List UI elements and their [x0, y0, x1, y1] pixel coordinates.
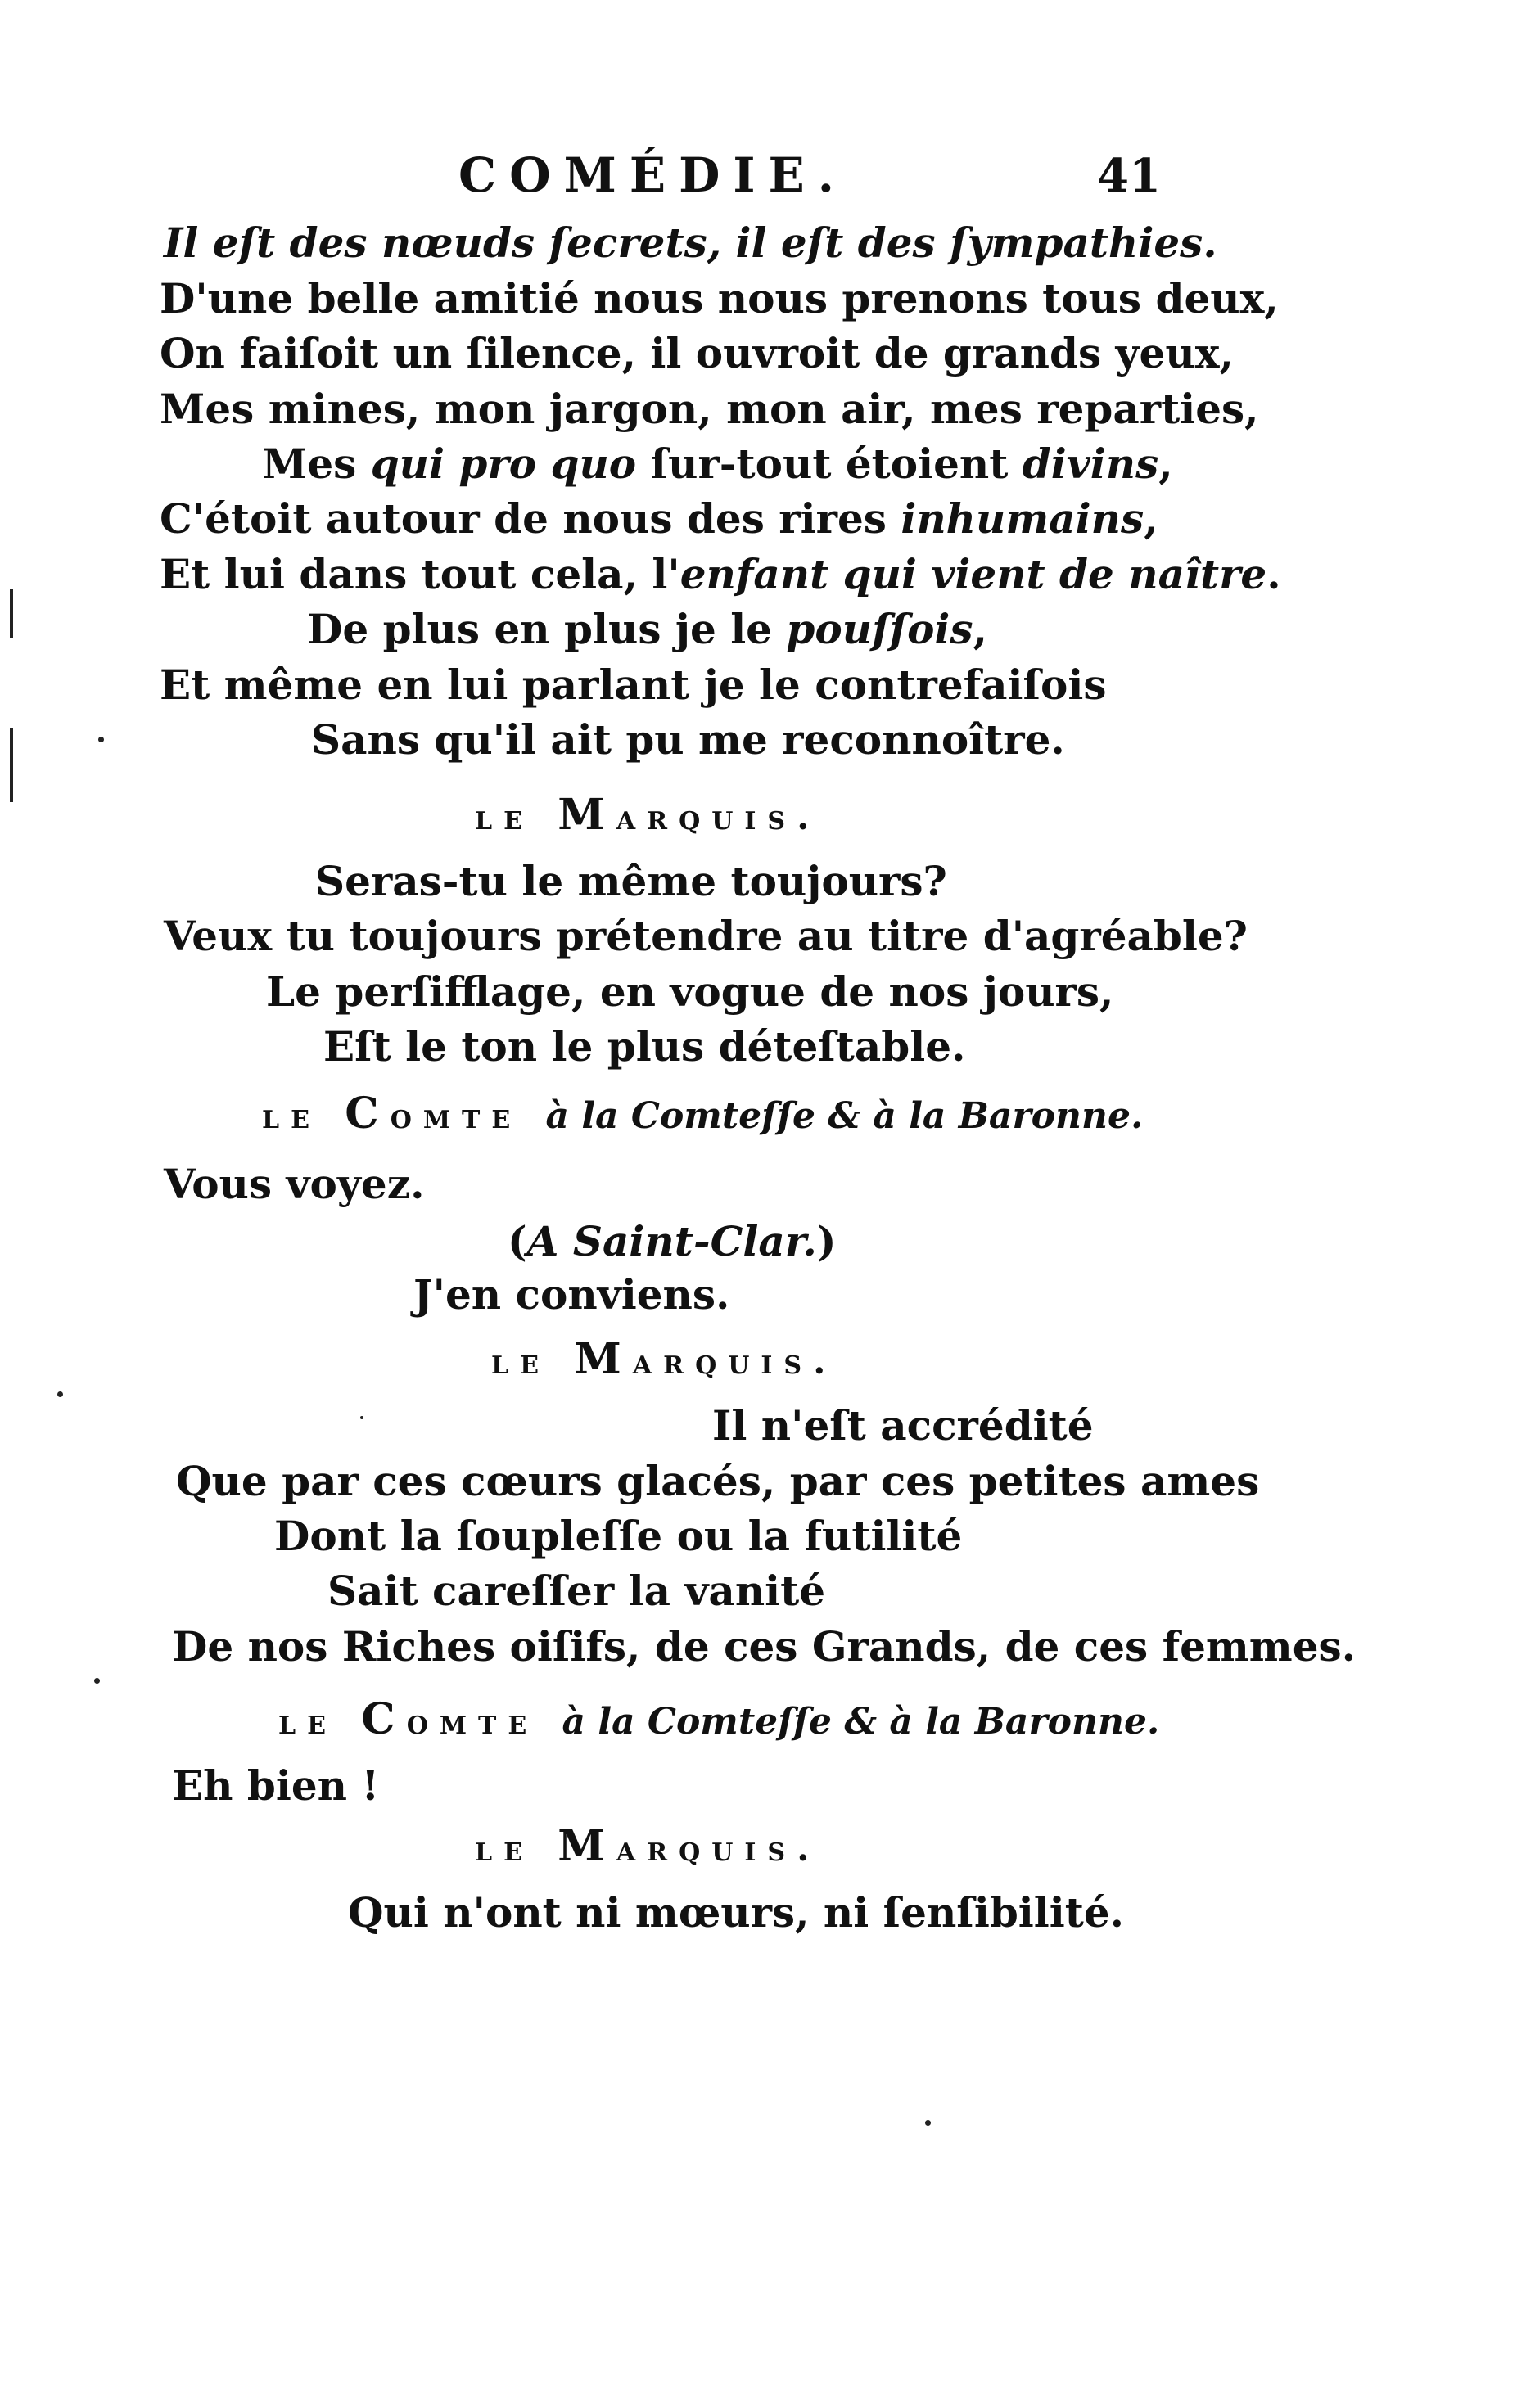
speaker-suffix: .	[797, 796, 821, 838]
line-text: Vous voyez.	[164, 1160, 425, 1208]
line-text: De plus en plus je le	[307, 605, 787, 653]
verse-line	[323, 1021, 965, 1073]
speaker-name: MARQUIS	[558, 1821, 797, 1871]
scan-edge-mark	[10, 728, 13, 802]
line-text: D'une belle amitié nous nous prenons tous deux,	[160, 274, 1279, 322]
stage-direction: à la Comteſſe & à la Baronne.	[545, 1095, 1144, 1137]
line-text: Eh bien !	[172, 1761, 380, 1810]
speaker-article: LE	[475, 807, 534, 836]
verse-line	[160, 493, 1158, 545]
line-text: Et lui dans tout cela, l'	[160, 550, 680, 598]
speaker-name: MARQUIS	[574, 1334, 814, 1384]
speaker-heading	[475, 790, 820, 840]
verse-line	[266, 966, 1113, 1018]
verse-line	[176, 1455, 1259, 1508]
line-text: Et même en lui parlant je le contrefaiſois	[160, 661, 1107, 709]
verse-line	[160, 548, 1281, 601]
verse-line	[508, 1215, 837, 1268]
verse-line	[160, 327, 1234, 380]
page-number: 41	[1097, 149, 1161, 203]
line-text: ,	[1144, 494, 1158, 543]
verse-line	[307, 603, 987, 656]
verse-line	[160, 273, 1279, 325]
italic-text: A Saint-Clar.	[526, 1217, 817, 1265]
italic-text: qui pro quo	[370, 440, 637, 488]
verse-line	[160, 383, 1259, 435]
line-text: Que par ces cœurs glacés, par ces petites ames	[176, 1457, 1260, 1505]
scan-speck	[360, 1416, 363, 1419]
line-text: Mes	[262, 440, 371, 488]
speaker-heading	[278, 1694, 1159, 1744]
italic-text: Il eſt des nœuds ſecrets, il eſt des ſympathies.	[164, 219, 1217, 267]
line-text: Sait careſſer la vanité	[327, 1567, 826, 1615]
speaker-heading	[475, 1821, 820, 1871]
line-text: De nos Riches oiſifs, de ces Grands, de ces femmes.	[172, 1622, 1357, 1671]
verse-line	[172, 1621, 1356, 1673]
verse-line	[712, 1400, 1094, 1452]
speaker-suffix: .	[797, 1828, 821, 1869]
verse-line	[262, 438, 1173, 490]
speaker-article: LE	[262, 1106, 321, 1134]
verse-line	[164, 910, 1248, 963]
verse-line	[348, 1887, 1124, 1939]
line-text: (	[508, 1217, 527, 1265]
speaker-name: MARQUIS	[558, 790, 797, 840]
speaker-article: LE	[491, 1351, 550, 1380]
scan-speck	[94, 1678, 100, 1684]
speaker-name: COMTE	[345, 1089, 522, 1139]
speaker-article: LE	[475, 1838, 534, 1867]
line-text: .	[1266, 550, 1281, 598]
speaker-heading	[262, 1089, 1143, 1139]
verse-line	[311, 714, 1065, 766]
line-text: ſur-tout étoient	[636, 440, 1023, 488]
italic-text: pouſſois	[786, 605, 973, 653]
line-text: Veux tu toujours prétendre au titre d'agréable?	[164, 912, 1248, 960]
verse-line	[172, 1760, 379, 1812]
line-text: C'étoit autour de nous des rires	[160, 494, 901, 543]
line-text: ,	[1158, 440, 1173, 488]
speaker-suffix: .	[813, 1341, 837, 1382]
stage-direction: à la Comteſſe & à la Baronne.	[562, 1701, 1160, 1743]
line-text: On faiſoit un ſilence, il ouvroit de grands yeux,	[160, 329, 1234, 377]
speaker-name: COMTE	[361, 1694, 539, 1744]
speaker-heading	[491, 1334, 837, 1384]
verse-line	[164, 1158, 425, 1211]
verse-line	[164, 217, 1217, 269]
line-text: Eſt le ton le plus déteſtable.	[323, 1022, 966, 1071]
verse-line	[327, 1565, 825, 1617]
running-title: COMÉDIE.	[458, 147, 847, 203]
scan-speck	[925, 2120, 931, 2126]
line-text: Seras-tu le même toujours?	[315, 857, 947, 905]
verse-line	[315, 855, 947, 908]
scan-speck	[98, 737, 104, 742]
verse-line	[160, 659, 1107, 711]
scan-edge-mark	[10, 589, 13, 638]
line-text: Il n'eſt accrédité	[712, 1401, 1094, 1450]
line-text: ,	[973, 605, 988, 653]
italic-text: inhumains	[901, 494, 1144, 543]
scan-speck	[57, 1391, 63, 1397]
line-text: J'en conviens.	[413, 1270, 730, 1319]
verse-line	[413, 1269, 729, 1321]
italic-text: enfant qui vient de naître	[679, 550, 1267, 598]
verse-line	[274, 1510, 962, 1562]
line-text: Sans qu'il ait pu me reconnoître.	[311, 715, 1065, 764]
speaker-article: LE	[278, 1711, 337, 1740]
line-text: Dont la ſoupleſſe ou la futilité	[274, 1512, 963, 1560]
line-text: Qui n'ont ni mœurs, ni ſenſibilité.	[348, 1888, 1125, 1937]
line-text: Mes mines, mon jargon, mon air, mes reparties,	[160, 385, 1259, 433]
italic-text: divins	[1022, 440, 1159, 488]
line-text: )	[816, 1217, 837, 1265]
line-text: Le perſifflage, en vogue de nos jours,	[266, 967, 1114, 1016]
